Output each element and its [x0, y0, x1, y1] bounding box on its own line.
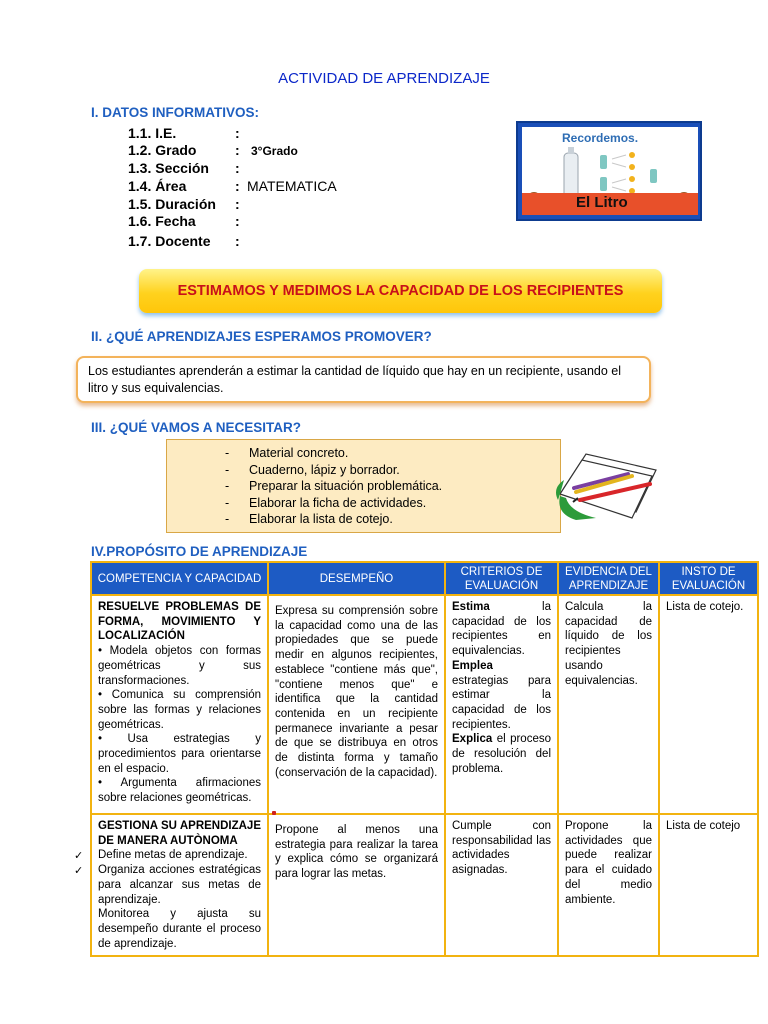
banner-text: ESTIMAMOS Y MEDIMOS LA CAPACIDAD DE LOS RECIPIENTES: [177, 283, 624, 299]
materials-item: [225, 445, 560, 462]
materials-item-text: Preparar la situación problemática.: [249, 479, 443, 493]
info-colon: :: [235, 196, 240, 212]
criterio-text: el proceso de resolución del problema.: [452, 733, 551, 775]
criterios-cell: Cumple con responsabilidad las actividades asignadas.: [445, 814, 558, 956]
info-row-seccion: [128, 159, 247, 177]
info-colon: :: [235, 213, 240, 229]
info-row-grado: [128, 141, 298, 159]
evidencia-cell: Calcula la capacidad de líquido de los recipientes usando equivalencias.: [558, 595, 659, 814]
checkmark-icon: ✓: [74, 850, 84, 862]
desempeno-cell: Expresa su comprensión sobre la capacidad como una de las propiedades que se puede medir en algunos recipientes, establece "contiene más que", "contiene menos que" e identifica que la cantidad contenida en un recipiente permanece invariante a pesar de que se distribuya en otros de distinta forma y tamaño (conservación de la capacidad).: [268, 595, 445, 814]
criterio-item: [452, 600, 551, 659]
section-ii-heading: II. ¿QUÉ APRENDIZAJES ESPERAMOS PROMOVER?: [91, 329, 432, 344]
info-row-duracion: [128, 195, 247, 213]
info-row-docente: [128, 232, 247, 250]
competencia-title: GESTIONA SU APRENDIZAJE DE MANERA AUTÒNOMA: [98, 820, 261, 847]
info-label: 1.6. Fecha: [128, 213, 196, 229]
el-litro-image: [516, 121, 702, 221]
info-colon: :: [235, 125, 240, 141]
section-iv-heading: IV.PROPÓSITO DE APRENDIZAJE: [91, 544, 308, 559]
materials-item: [225, 495, 560, 512]
info-colon: :: [235, 160, 240, 176]
el-litro-panel: [522, 127, 698, 215]
info-colon: :: [235, 142, 240, 158]
criterios-cell: [445, 595, 558, 814]
column-header: CRITERIOS DE EVALUACIÓN: [445, 562, 558, 595]
dash-bullet: -: [225, 512, 230, 526]
recordemos-heading: Recordemos.: [562, 131, 639, 145]
capacidad-item: Organiza acciones estratégicas para alcanzar sus metas de aprendizaje.: [98, 864, 261, 906]
learning-goal-box: Los estudiantes aprenderán a estimar la cantidad de líquido que hay en un recipiente, usando el litro y sus equivalencias.: [76, 356, 651, 403]
dash-bullet: -: [225, 446, 230, 460]
capacidad-item: • Usa estrategias y procedimientos para orientarse en el espacio.: [98, 733, 261, 775]
competencia-title: RESUELVE PROBLEMAS DE FORMA, MOVIMIENTO Y LOCALIZACIÓN: [98, 601, 261, 643]
table-row: [91, 814, 758, 956]
materials-item-text: Elaborar la ficha de actividades.: [249, 495, 427, 510]
info-label: 1.1. I.E.: [128, 125, 177, 141]
info-label: 1.5. Duración: [128, 196, 216, 212]
checkmark-icon: ✓: [74, 865, 84, 877]
section-iii-heading: III. ¿QUÉ VAMOS A NECESITAR?: [91, 420, 302, 435]
criterio-item: [452, 732, 551, 776]
info-value: 3°Grado: [251, 144, 298, 158]
capacidad-item: • Comunica su comprensión sobre las formas y relaciones geométricas.: [98, 689, 261, 731]
info-label: 1.7. Docente: [128, 233, 211, 249]
table-header-row: [91, 562, 758, 595]
criterio-item: [452, 659, 551, 733]
desempeno-cell: Propone al menos una estrategia para realizar la tarea y explica cómo se organizará para lograr las metas.: [268, 814, 445, 956]
el-litro-caption: El Litro: [576, 194, 628, 211]
info-row-fecha: [128, 212, 247, 230]
info-label: 1.3. Sección: [128, 160, 209, 176]
materials-item-text: Elaborar la lista de cotejo.: [249, 512, 393, 526]
el-litro-band: [522, 193, 698, 215]
capacidad-item: Define metas de aprendizaje.: [98, 849, 248, 862]
info-label: 1.4. Área: [128, 178, 187, 194]
capacidad-item: • Argumenta afirmaciones sobre relaciones geométricas.: [98, 777, 261, 805]
document-title: ACTIVIDAD DE APRENDIZAJE: [278, 70, 490, 87]
criterio-text: estrategias para estimar la capacidad de los recipientes.: [452, 674, 551, 731]
criterio-verb: Emplea: [452, 659, 493, 672]
criterio-verb: Explica: [452, 733, 493, 746]
dash-bullet: -: [225, 479, 230, 493]
column-header: COMPETENCIA Y CAPACIDAD: [91, 562, 268, 595]
dash-bullet: -: [225, 462, 230, 477]
pencils-paper-icon: [556, 440, 658, 526]
capacidad-item: • Modela objetos con formas geométricas y sus transformaciones.: [98, 645, 261, 687]
info-row-ie: [128, 124, 247, 142]
info-colon: :: [235, 233, 240, 249]
info-row-area: [128, 177, 337, 195]
table-row: [91, 595, 758, 814]
materials-box: [166, 439, 561, 533]
materials-item: [225, 462, 560, 479]
section-i-heading: I. DATOS INFORMATIVOS:: [91, 105, 259, 120]
learning-purpose-table: [90, 561, 759, 957]
materials-item-text: Cuaderno, lápiz y borrador.: [249, 462, 400, 477]
competencia-cell: [91, 814, 268, 956]
info-value: MATEMATICA: [247, 178, 337, 194]
column-header: INSTO DE EVALUACIÓN: [659, 562, 758, 595]
competencia-cell: [91, 595, 268, 814]
dash-bullet: -: [225, 495, 230, 510]
info-colon: :: [235, 178, 240, 194]
materials-item-text: Material concreto.: [249, 446, 349, 460]
evidencia-cell: Propone la actividades que puede realizar para el cuidado del medio ambiente.: [558, 814, 659, 956]
criterio-text: la capacidad de los recipientes en equivalencias.: [452, 601, 551, 658]
column-header: EVIDENCIA DEL APRENDIZAJE: [558, 562, 659, 595]
criterio-verb: Estima: [452, 601, 490, 613]
info-label: 1.2. Grado: [128, 142, 197, 158]
instrumento-cell: Lista de cotejo.: [659, 595, 758, 814]
materials-item: [225, 478, 560, 495]
column-header: DESEMPEÑO: [268, 562, 445, 595]
red-dot-mark: [272, 811, 276, 815]
activity-title-banner: [139, 269, 662, 313]
materials-item: [225, 511, 560, 528]
instrumento-cell: Lista de cotejo: [659, 814, 758, 956]
capacidad-item: Monitorea y ajusta su desempeño durante el proceso de aprendizaje.: [98, 908, 261, 950]
